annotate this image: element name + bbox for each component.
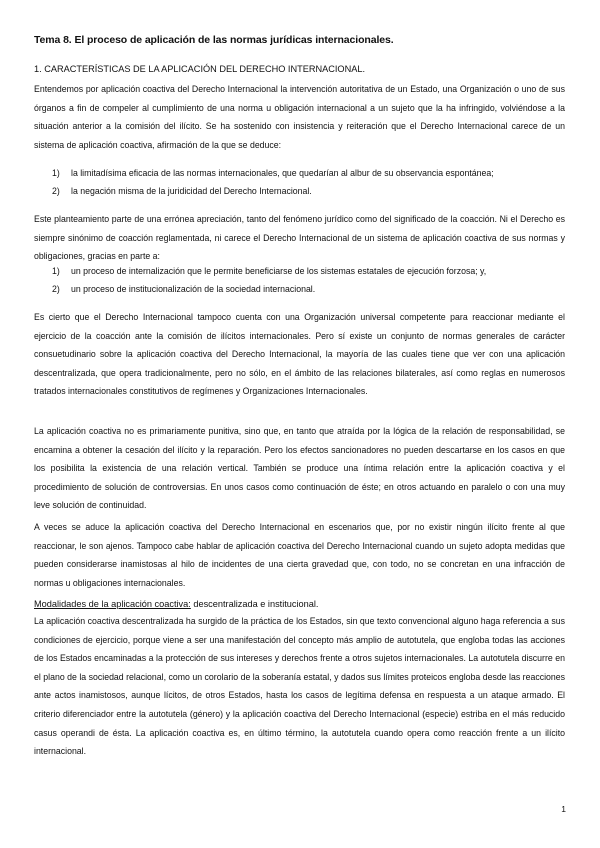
list-number: 2) bbox=[52, 284, 60, 294]
list-item bbox=[52, 284, 315, 294]
paragraph-4: La aplicación coactiva no es primariamente punitiva, sino que, en tanto que atraída por la lógica de la relación de responsabilidad, se encamina a obtener la cesación del ilícito y la reparación. Pero los efectos sancionadores no pueden descartarse en los casos en que los posibilita la existencia de una relación vertical. También se produce una íntima relación entre la aplicación coactiva y el procedimiento de solución de controversias. En unos casos como continuación de éste; en otros actuando en paralelo o con una muy leve solución de continuidad. bbox=[34, 426, 565, 511]
list-item bbox=[52, 168, 494, 178]
modalidades-heading bbox=[34, 599, 318, 609]
list-text: la negación misma de la juridicidad del Derecho Internacional. bbox=[71, 186, 312, 196]
list-number: 1) bbox=[52, 168, 60, 178]
list-text: un proceso de institucionalización de la sociedad internacional. bbox=[71, 284, 316, 294]
modalidades-rest: descentralizada e institucional. bbox=[190, 599, 319, 609]
paragraph-2: Este planteamiento parte de una errónea apreciación, tanto del fenómeno jurídico como del significado de la coacción. Ni el Derecho es siempre sinónimo de coacción reglamentada, ni carece el Derecho Internacional de un sistema de aplicación coactiva de sus normas y obligaciones, gracias en parte a: bbox=[34, 214, 565, 262]
paragraph-6: La aplicación coactiva descentralizada ha surgido de la práctica de los Estados, sin que texto convencional alguno haga referencia a sus condiciones de ejercicio, porque viene a ser una manifestación del concepto más amplio de autotutela, que engloba todas las acciones de los Estados encaminadas a la protección de sus intereses y derechos frente a otros sujetos internacionales. La autotutela discurre en el plano de la sociedad relacional, como un corolario de la soberanía estatal, y dados sus límites proteicos engloba desde las reacciones ante actos inamistosos, aunque lícitos, de otros Estados, hasta los casos de legítima defensa en respuesta a un ataque armado. El criterio diferenciador entre la autotutela (género) y la aplicación coactiva del Derecho Internacional (especie) estriba en el más reducido casus operandi de ésta. La aplicación coactiva es, en último término, la autotutela cuando opera como reacción frente a un ilícito internacional. bbox=[34, 616, 565, 757]
section-heading: 1. CARACTERÍSTICAS DE LA APLICACIÓN DEL DERECHO INTERNACIONAL. bbox=[34, 64, 365, 74]
list-item bbox=[52, 186, 312, 196]
list-text: la limitadísima eficacia de las normas internacionales, que quedarían al albur de su observancia espontánea; bbox=[71, 168, 494, 178]
document-title: Tema 8. El proceso de aplicación de las normas jurídicas internacionales. bbox=[34, 34, 394, 46]
paragraph-1: Entendemos por aplicación coactiva del Derecho Internacional la intervención autoritativa de un Estado, una Organización o uno de sus órganos a fin de compeler al cumplimiento de una norma u obligación internacional a un sujeto que la ha infringido, volviéndose a la situación anterior a la comisión del ilícito. Se ha sostenido con insistencia y reiteración que el Derecho Internacional carece de un sistema de aplicación coactiva, afirmación de la que se deduce: bbox=[34, 84, 565, 150]
list-item bbox=[52, 266, 486, 276]
list-number: 2) bbox=[52, 186, 60, 196]
modalidades-label: Modalidades de la aplicación coactiva: bbox=[34, 599, 191, 609]
list-number: 1) bbox=[52, 266, 60, 276]
paragraph-3: Es cierto que el Derecho Internacional tampoco cuenta con una Organización universal competente para reaccionar mediante el ejercicio de la coacción ante la comisión de ilícitos internacionales. Pero sí existe un conjunto de normas generales de carácter consuetudinario sobre la aplicación coactiva del Derecho Internacional, la mayoría de las cuales tiene que ver con una aplicación descentralizada, que opera tradicionalmente, pero no sólo, en el ámbito de las relaciones bilaterales, así como reglas en numerosos tratados internacionales constitutivos de regímenes y Organizaciones Internacionales. bbox=[34, 312, 565, 397]
list-text: un proceso de internalización que le permite beneficiarse de los sistemas estatales de ejecución forzosa; y, bbox=[71, 266, 487, 276]
page-number: 1 bbox=[561, 804, 566, 814]
paragraph-5: A veces se aduce la aplicación coactiva del Derecho Internacional en escenarios que, por no existir ningún ilícito frente al que reaccionar, le son ajenos. Tampoco cabe hablar de aplicación coactiva del Derecho Internacional cuando un sujeto adopta medidas que pueden considerarse inamistosas al hilo de incidentes de una cierta gravedad que, con todo, no se concretan en una infracción de normas u obligaciones internacionales. bbox=[34, 522, 565, 588]
